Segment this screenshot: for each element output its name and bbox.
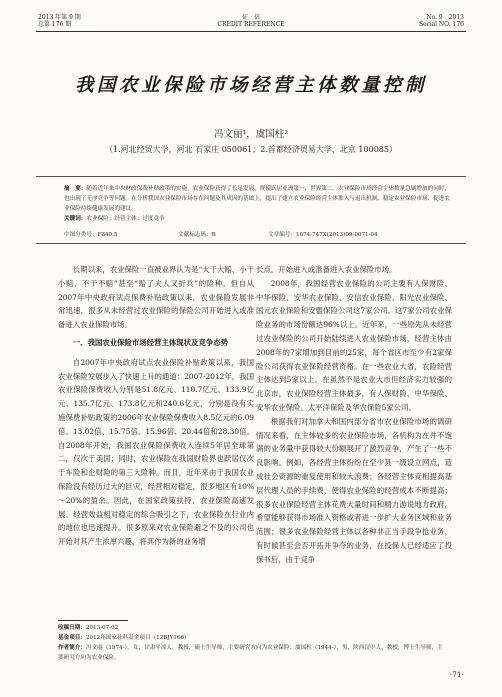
footnote-divider bbox=[58, 620, 128, 621]
author-line: 冯文丽¹，虞国柱² bbox=[213, 129, 289, 140]
bio-label: 作者简介： bbox=[58, 645, 86, 651]
footnote-block bbox=[58, 623, 448, 663]
paragraph: 长点，开始进入或准备进入农业保险市场。 bbox=[256, 265, 397, 274]
serial-line-en: Serial NO. 176 bbox=[419, 21, 464, 28]
journal-name-cn: 征 信 bbox=[241, 14, 260, 21]
section-heading: 一、我国农业保险市场经营主体现状及竞争态势 bbox=[72, 337, 229, 347]
header-divider bbox=[36, 31, 466, 32]
received-label: 收稿日期： bbox=[58, 625, 86, 631]
body-column-right bbox=[256, 263, 452, 567]
paragraph: 长期以来，农业保险一直被业界认为是“大干大赔、小干小赔、不干不赔”甚至“赔了夫人又折兵”的险种。但自从2007年中央政府试点保费补贴政策以来，农业保险发展非常迅速，很多从未经营过农业保险的保险公司开始进入或准备进入农业保险市场。 bbox=[58, 265, 254, 330]
article-number: 文章编号：1674-747X(2013)09-0071-04 bbox=[268, 232, 378, 238]
clc-number: 中图分类号：F840.5 bbox=[64, 232, 118, 238]
paragraph: 根据我们对加拿大和国内部分省市农业保险市场的调研情况来看，在主体较多的农业保险市场，各机构为在并不饱满的业务量中获得较大份额展开了激烈竞争，产生了一些不良影响。例如，各经营主体纷纷在至少县一级设立网点，造成社会资源的重复使用和较大浪费；各经营主体竞相提高基层代理人员的手续费，使得农业保险的经营成本不断提高；很多农业保险经营主体花费大量时间和精力游说地方政府，希望能够获得市场准入资格或者进一步扩大业务区域和业务范围；很多农业保险经营主体以各种非正当手段争抢业务，有时候甚至会否开拓并争夺的业务，在投保人已经适应了投保书后，由于竞争 bbox=[256, 416, 452, 564]
bio-value: 冯文丽（1974-），女，甘肃平凉人，教授，硕士生导师，主要研究方向为农业保险；虞国柱（1944-），男，陕西汉中人，教授，博士生导师，主要研究方向为农业保险。 bbox=[58, 645, 443, 661]
received-value: 2013-07-02 bbox=[85, 625, 119, 631]
abstract-text: 随着近年来中央财政保费补贴政策的实施，农业保险获得了长足发展，规模跃居亚洲第一、世界第二。农业保险市场经营主体数量急剧增加的同时，也出现了无序竞争等问题。在分析我国农业保险市场存在问题及其成因的基础上，提出了建立农业保险经营主体准入与退出机制、稳定农业保险市场、促进农业保险持续健康发展的建议。 bbox=[64, 186, 450, 212]
keywords-text: 农业保险；经营主体；过度竞争 bbox=[86, 216, 165, 222]
fund-info bbox=[58, 633, 448, 643]
issue-line-en: No. 9 2013 bbox=[426, 14, 464, 21]
keywords-label: 关键词： bbox=[64, 216, 87, 222]
paragraph: 2008年，我国经营农业保险的公司主要有人保财险、中华保险、安华农业保险、安信农业保险、阳光农业保险、国元农业保险和安盟保险公司这7家公司。这7家公司农业保险业务的市场份额达96%以上。近年来，一些原先从未经营过农业保险的公司开始陆续进入农业保险市场，经营主体由2008年的7家增加到目前的25家，每个省区市至少有2家保险公司获得农业保险经营资格。在一些农业大省，农险经营主体达到5家以上。在虽然不是农业大市但经济实力较强的北京市，农业保险经营主体最多，有人保财险、中华保险、安华农业保险、太平洋保险及华农保险5家公司。 bbox=[256, 278, 452, 412]
paragraph: 自2007年中央政府试点农业保险补贴政策以来，我国农业保险发展步入了快速上升的通道：2007-2012年，我国农业保险保费收入分别是51.8亿元、110.7亿元、133.9亿元、135.7亿元、173.8亿元和240.6亿元，分别是没有实施保费补贴政策的2006年农业保险保费收入8.5亿元的6.09倍、13.02倍、15.75倍、15.96倍、20.44倍和28.30倍。自2008年开始，我国农业保险保费收入连续5年居全球第二，仅次于美国；同时，农业保险在我国财险界也跃居仅次于车险和企财险的第三大险种。而且，近年来由于我国农业保险没有经历过大的巨灾，经营相对稳定，很多地区有10%～20%的盈余。因此，在国家政策扶持、农业保险高速发展、经营效益相对稳定的综合吸引之下，农业保险在行业内的地位也迅速提升。很多原来对农业保险避之不及的公司也开始对其产生浓厚兴趣，将其作为新的业务增 bbox=[58, 357, 254, 547]
journal-name-en: CREDIT REFERENCE bbox=[217, 21, 285, 28]
issue-line: 2013 年第 9 期 bbox=[38, 14, 81, 21]
serial-line: 总第 176 期 bbox=[38, 21, 72, 28]
fund-value: 2012年国家社科基金项目（12BJY166） bbox=[85, 635, 190, 641]
abstract-block bbox=[64, 184, 452, 224]
journal-issue-en bbox=[419, 14, 464, 28]
received-date bbox=[58, 623, 448, 633]
affiliation-line: （1.河北经贸大学，河北 石家庄 050061；2.首都经济贸易大学，北京 100085） bbox=[105, 145, 397, 154]
fund-label: 基金项目： bbox=[58, 635, 86, 641]
body-column-left bbox=[58, 263, 254, 549]
paper-title: 我国农业保险市场经营主体数量控制 bbox=[74, 75, 427, 96]
abstract-label: 摘 要： bbox=[64, 186, 87, 192]
author-bio bbox=[58, 643, 448, 663]
document-code: 文献标志码：B bbox=[178, 232, 216, 238]
page-number: ·71· bbox=[449, 670, 464, 679]
